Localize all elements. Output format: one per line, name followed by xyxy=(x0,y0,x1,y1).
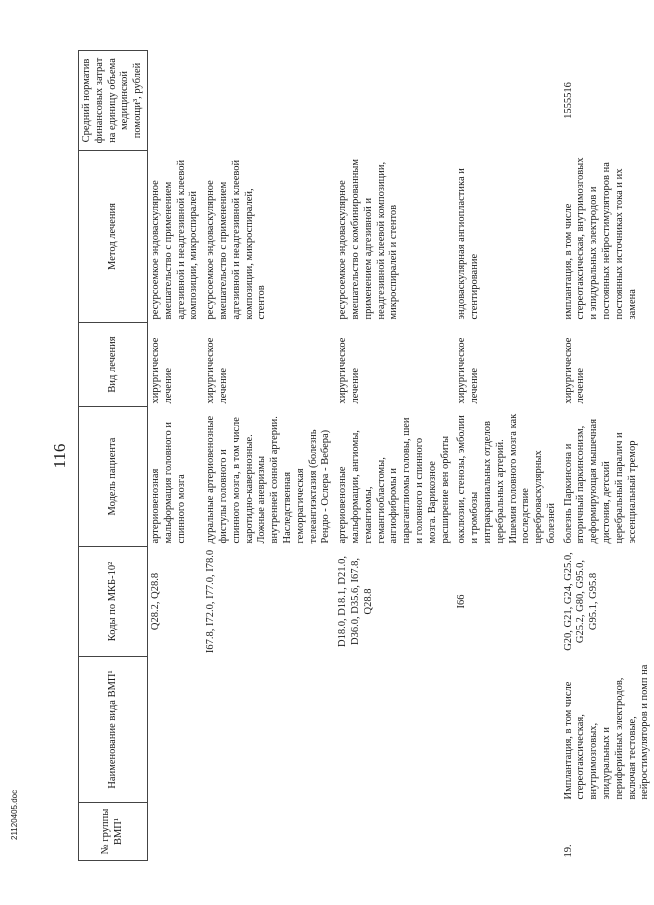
cell-method: ресурсоемкое эндоваскулярное вмешательство с комбинированным применением адгезивной и неадгезивной клеевой композиции, микроспиралей и стентов xyxy=(337,158,400,320)
cell-group xyxy=(147,803,203,861)
cell-cost: 1555516 xyxy=(562,82,574,119)
cell-method: ресурсоемкое эндоваскулярное вмешательство с применением адгезивной и неадгезивной клеевой композиции, микроспиралей, стентов xyxy=(205,159,268,320)
cell-kind: хирургическое лечение xyxy=(337,337,361,404)
table-row xyxy=(203,51,335,861)
cell-cost xyxy=(203,51,335,151)
cell-name xyxy=(203,657,335,803)
cell-kind: хирургическое лечение xyxy=(456,337,481,404)
table-row xyxy=(335,51,454,861)
cell-model: артериовенозные мальформации, ангиомы, гемангиомы, гемангиобластомы, ангиофибромы и параганглиомы головы, шеи и головного и спинного мозга. Варикозное расширение вен орбиты xyxy=(337,417,451,544)
cell-name xyxy=(335,657,454,803)
table-row xyxy=(454,51,560,861)
cell-name xyxy=(147,657,203,803)
cell-name xyxy=(454,657,560,803)
header-codes: Коды по МКБ-10² xyxy=(79,547,148,657)
cell-group: 19. xyxy=(562,844,574,858)
doc-id-label: 21120405.doc xyxy=(10,789,19,840)
cell-cost xyxy=(454,51,560,151)
cell-kind: хирургическое лечение xyxy=(149,337,174,404)
cell-method: ресурсоемкое эндоваскулярное вмешательство с применением адгезивной и неадгезивной клеевой композиции, микроспиралей xyxy=(149,159,200,320)
rotated-page xyxy=(50,51,651,861)
cell-kind: хирургическое лечение xyxy=(205,337,229,404)
cell-model: артериовенозная мальформация головного и спинного мозга xyxy=(149,422,187,544)
cell-codes: Q28.2, Q28.8 xyxy=(149,572,161,631)
table-row xyxy=(147,51,203,861)
cell-group xyxy=(203,803,335,861)
page-number: 116 xyxy=(50,443,69,469)
header-kind: Вид лечения xyxy=(79,323,148,407)
cell-group xyxy=(335,803,454,861)
cell-model: болезнь Паркинсона и вторичный паркинсонизм, деформирующая мышечная дистония, детский церебральный паралич и эссенциальный тремор xyxy=(562,418,638,544)
doc-id-footer xyxy=(10,789,70,849)
cell-cost xyxy=(335,51,454,151)
cell-cost xyxy=(147,51,203,151)
header-cost: Средний норматив финансовых затрат на единицу объема медицинской помощи³, рублей xyxy=(79,51,148,151)
cell-method: эндоваскулярная ангиопластика и стентирование xyxy=(456,168,481,320)
header-model: Модель пациента xyxy=(79,407,148,547)
cell-group xyxy=(454,803,560,861)
cell-model: дуральные артериовенозные фистулы головного и спинного мозга, в том числе каротидно-кавернозные. Ложные аневризмы внутренней сонной артерии. Наследственная геморрагическая телеангиэктазия (болезнь Рендю - Ослера - Вебера) xyxy=(205,415,332,544)
header-group: № группы ВМП¹ xyxy=(79,803,148,861)
cell-codes: I67.8, I72.0, I77.0, I78.0 xyxy=(205,549,217,654)
cell-method: имплантация, в том числе стереотаксическая, внутримозговых и эпидуральных электродов и постоянных нейростимуляторов на постоянных источниках тока и их замена xyxy=(562,157,638,320)
header-method: Метод лечения xyxy=(79,151,148,323)
cell-name: Имплантация, в том числе стереотаксическая, внутримозговых, эпидуральных и периферийных электродов, включая тестовые, нейростимуляторов и помп на xyxy=(562,664,651,800)
cell-codes: D18.0, D18.1, D21.0, D36.0, D35.6, I67.8, Q28.8 xyxy=(337,556,374,647)
cell-codes: I66 xyxy=(456,594,468,609)
header-name: Наименование вида ВМП¹ xyxy=(79,657,148,803)
cell-codes: G20, G21, G24, G25.0, G25.2, G80, G95.0, G95.1, G95.8 xyxy=(562,552,600,651)
table-row xyxy=(561,51,654,861)
cell-model: окклюзии, стенозы, эмболии и тромбозы интракраниальных отделов церебральных артерий. Ишемия головного мозга как последствие цереброваскулярных болезней xyxy=(456,413,557,544)
table-header-row xyxy=(79,51,148,861)
cell-kind: хирургическое лечение xyxy=(562,337,587,404)
vmp-table xyxy=(78,50,654,861)
